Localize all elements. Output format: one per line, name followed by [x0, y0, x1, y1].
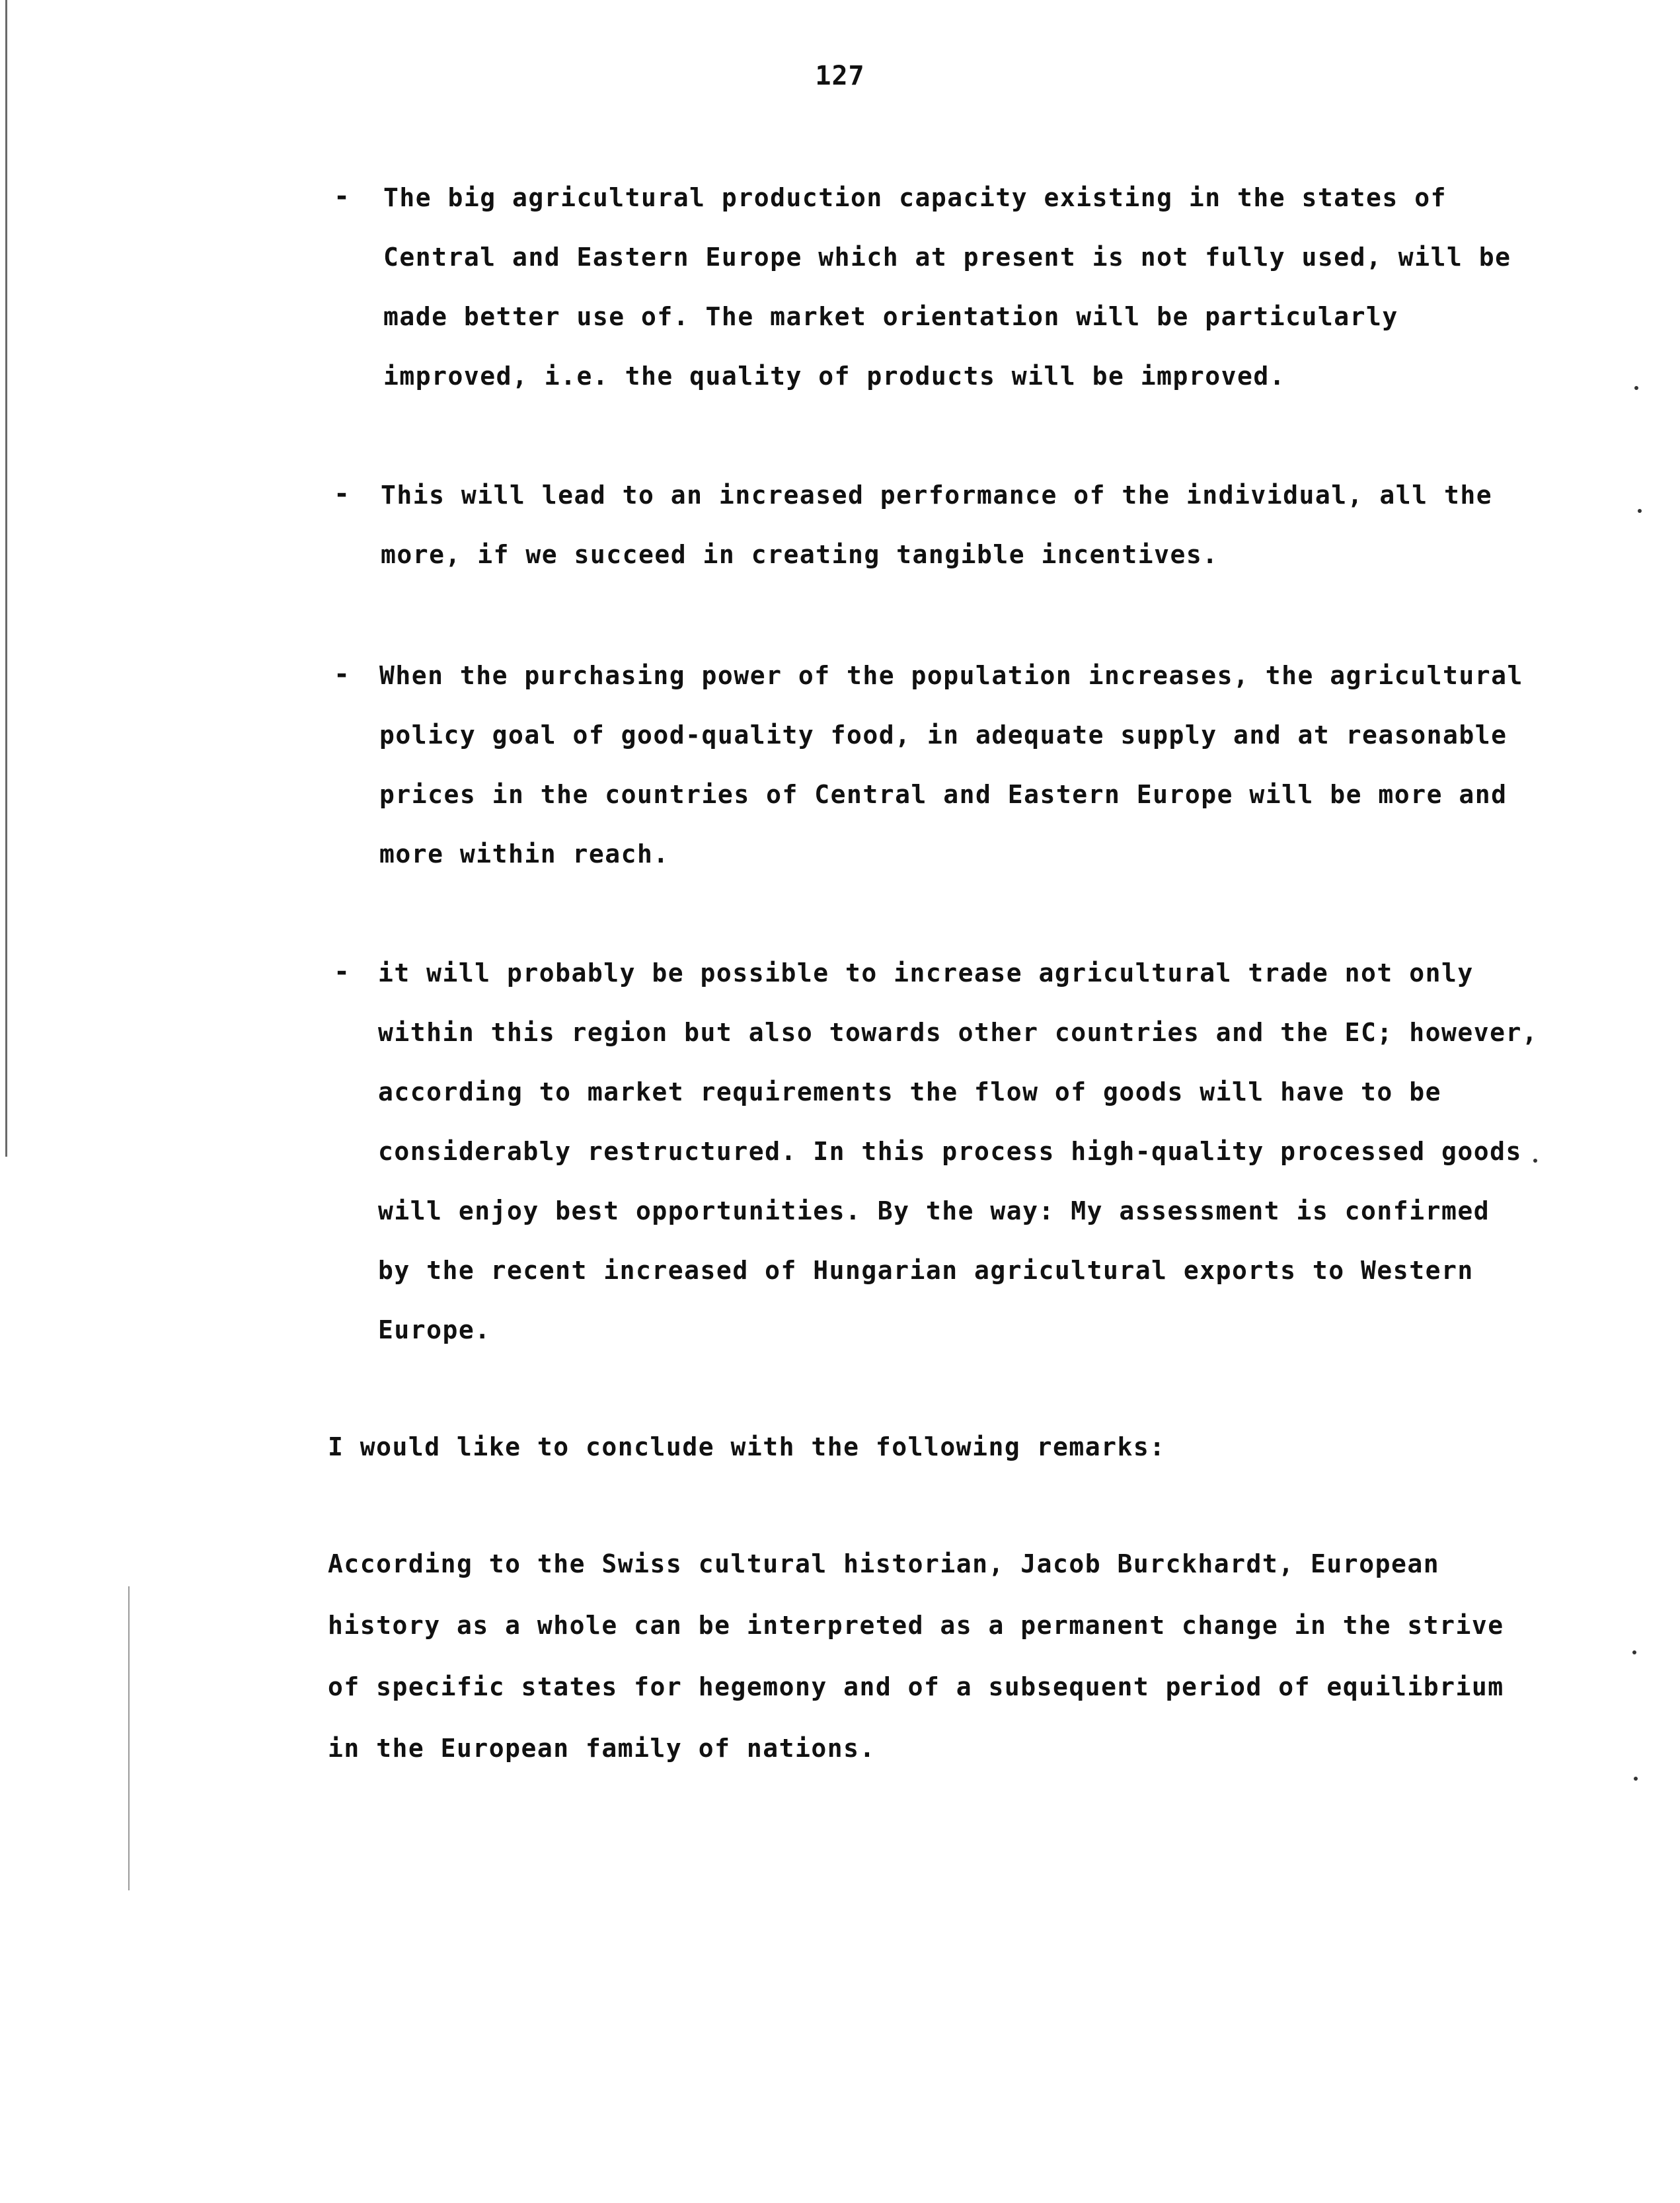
- bullet-dash: -: [334, 956, 350, 987]
- text-line: considerably restructured. In this process high-quality processed goods: [378, 1137, 1522, 1166]
- conclusion-intro: I would like to conclude with the following remarks:: [328, 1432, 1166, 1461]
- bullet-dash: -: [334, 181, 350, 212]
- scan-speck: [1533, 1159, 1537, 1163]
- scan-speck: [1634, 1777, 1638, 1781]
- text-line: prices in the countries of Central and Eastern Europe will be more and: [379, 780, 1508, 809]
- text-line: it will probably be possible to increase agricultural trade not only: [378, 958, 1474, 987]
- text-line: within this region but also towards other countries and the EC; however,: [378, 1018, 1539, 1047]
- bullet-dash: -: [334, 479, 350, 509]
- text-line: When the purchasing power of the population increases, the agricultural: [379, 661, 1523, 690]
- text-line: According to the Swiss cultural historian, Jacob Burckhardt, European: [328, 1549, 1440, 1578]
- text-line: more within reach.: [379, 839, 669, 869]
- text-line: in the European family of nations.: [328, 1734, 876, 1763]
- text-line: Central and Eastern Europe which at present is not fully used, will be: [383, 243, 1511, 272]
- scan-speck: [1634, 386, 1638, 390]
- bullet-dash: -: [334, 659, 350, 689]
- text-line: by the recent increased of Hungarian agricultural exports to Western: [378, 1256, 1474, 1285]
- scan-speck: [1632, 1650, 1636, 1654]
- scan-edge-rule: [5, 0, 7, 1157]
- text-line: The big agricultural production capacity existing in the states of: [383, 183, 1447, 212]
- text-line: This will lead to an increased performance of the individual, all the: [381, 481, 1493, 510]
- text-line: of specific states for hegemony and of a subsequent period of equilibrium: [328, 1672, 1504, 1701]
- text-line: more, if we succeed in creating tangible incentives.: [381, 540, 1219, 569]
- text-line: history as a whole can be interpreted as a permanent change in the strive: [328, 1611, 1504, 1640]
- text-line: will enjoy best opportunities. By the way: My assessment is confirmed: [378, 1196, 1490, 1225]
- scan-speck: [1638, 509, 1642, 513]
- text-line: improved, i.e. the quality of products will be improved.: [383, 362, 1286, 391]
- margin-bar: [128, 1586, 130, 1890]
- text-line: Europe.: [378, 1315, 491, 1344]
- page-number: 127: [815, 61, 865, 91]
- text-line: made better use of. The market orientation will be particularly: [383, 302, 1398, 331]
- text-line: according to market requirements the flow of goods will have to be: [378, 1077, 1441, 1106]
- text-line: policy goal of good-quality food, in adequate supply and at reasonable: [379, 720, 1508, 750]
